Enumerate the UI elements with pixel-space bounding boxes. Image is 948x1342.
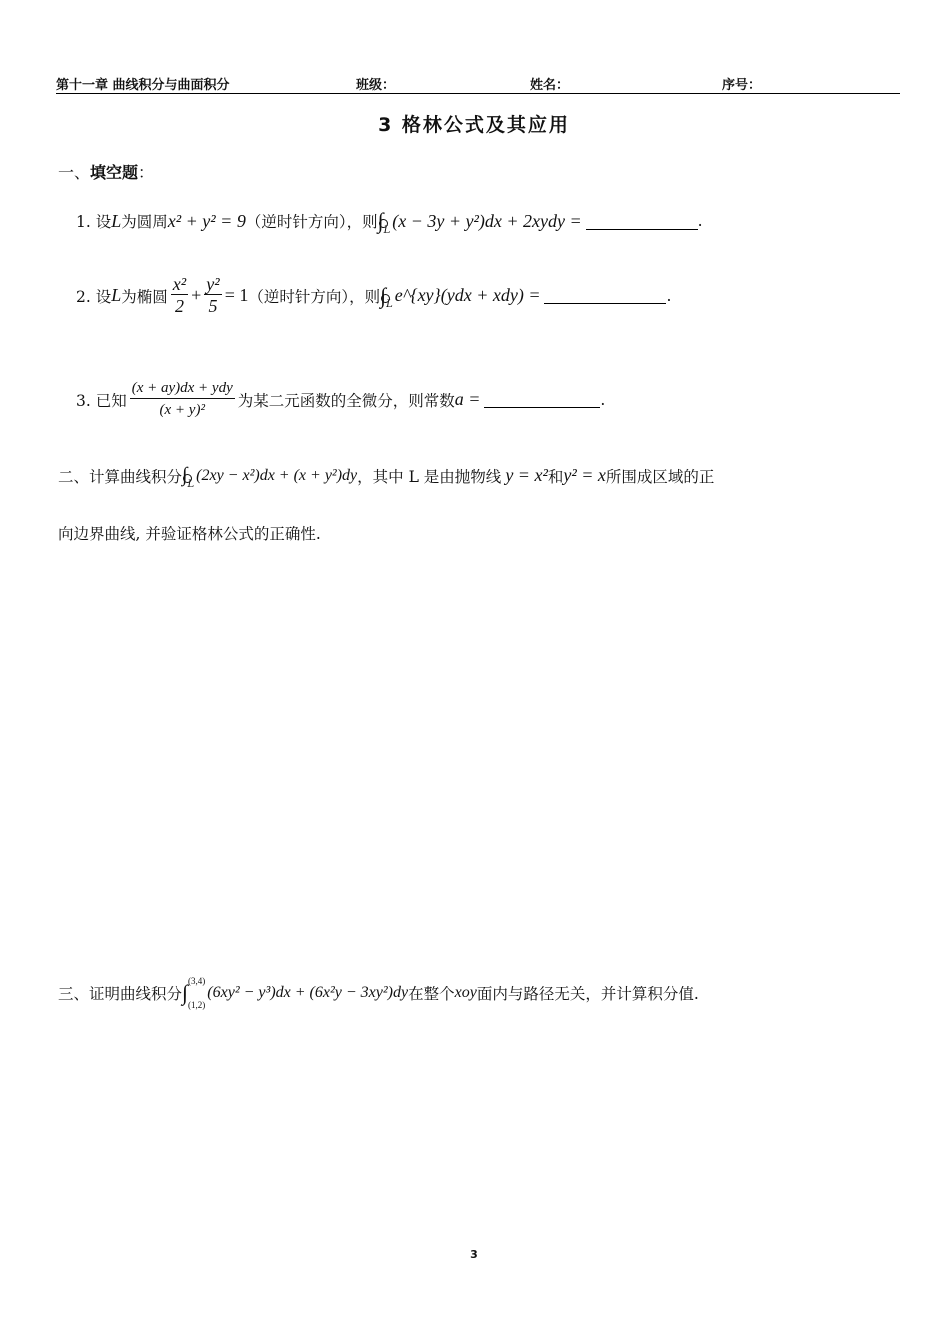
closed-integral-icon: ∫ xyxy=(380,283,386,309)
chapter-title: 第十一章 曲线积分与曲面积分 xyxy=(56,78,230,93)
section-number: 一、 xyxy=(58,163,91,182)
q2-plus: + xyxy=(191,285,202,305)
s3-lower-limit: (1,2) xyxy=(188,1000,206,1010)
s2-curve-1: y = x² xyxy=(505,465,548,485)
q2-prefix: 2. 设 xyxy=(76,287,112,306)
q2-period: . xyxy=(666,286,672,305)
q1-direction: （逆时针方向），则 xyxy=(245,213,378,231)
s2-curve-2: y² = x xyxy=(563,465,606,485)
s2-line-2: 向边界曲线, 并验证格林公式的正确性. xyxy=(58,525,321,543)
section-colon: ： xyxy=(138,163,155,182)
s3-prefix: 三、证明曲线积分 xyxy=(58,985,183,1003)
s3-limits xyxy=(188,976,205,1010)
s3-upper-limit: (3,4) xyxy=(188,976,206,986)
s2-text-2: 所围成区域的正 xyxy=(605,467,715,486)
s2-prefix: 二、计算曲线积分 xyxy=(58,467,183,486)
s3-text-2: 面内与路径无关，并计算积分值. xyxy=(476,985,699,1003)
closed-integral-icon: ∫ xyxy=(182,464,187,487)
section-2-problem: 二、计算曲线积分 ∫ L (2xy − x²)dx + (x + y²)dy ，其中 L 是由抛物线 y = x² 和 y² = x 所围成区域的正 xyxy=(58,464,715,490)
name-label: 姓名： xyxy=(530,78,570,93)
section-3-problem xyxy=(58,976,699,1010)
q3-answer-blank[interactable] xyxy=(484,391,600,408)
s2-text-1: ，其中 L 是由抛物线 xyxy=(357,467,502,486)
page-number: 3 xyxy=(470,1248,478,1261)
q3-mid-text: 为某二元函数的全微分，则常数 xyxy=(237,391,455,410)
section-label: 填空题 xyxy=(90,163,139,182)
page-title: 3 格林公式及其应用 xyxy=(378,114,570,136)
s2-and: 和 xyxy=(547,467,564,486)
q2-answer-blank[interactable] xyxy=(544,287,666,304)
q1-curve-symbol: L xyxy=(111,210,122,231)
s3-text-1: 在整个 xyxy=(408,985,455,1003)
s2-integrand: (2xy − x²)dx + (x + y²)dy xyxy=(196,466,358,484)
q1-prefix: 1. 设 xyxy=(76,213,112,231)
question-1: 1. 设 L 为圆周 x² + y² = 9 （逆时针方向），则 ∫ L (x − 3y + y²)dx + 2xydy = . xyxy=(76,208,703,236)
q2-fraction-2: $\frac{\text{y²}}{5}$ xyxy=(206,274,220,316)
q2-mid-text: 为椭圆 xyxy=(121,287,168,306)
q3-constant: a = xyxy=(454,389,481,409)
q3-fraction: $\frac{\text{(x + ay)dx + ydy}}{\text{(x + y)²}}$ xyxy=(131,380,233,418)
question-3 xyxy=(76,378,605,421)
s3-integrand: (6xy² − y³)dx + (6x²y − 3xy²)dy xyxy=(207,984,409,1001)
section-fill-in-heading xyxy=(58,160,154,183)
question-2: 2. 设 L 为椭圆 $\frac{\text{x²}}{2}$ + $\frac{\text{y²}}{5}$ = 1 （逆时针方向），则 ∫ L e^{xy}(ydx + xdy) = . xyxy=(76,274,672,316)
page-header xyxy=(56,72,900,94)
class-label: 班级： xyxy=(356,78,396,93)
q3-period: . xyxy=(600,390,606,409)
q1-integrand: (x − 3y + y²)dx + 2xydy = xyxy=(392,210,582,231)
q3-prefix: 3. 已知 xyxy=(76,391,127,410)
q2-direction: （逆时针方向），则 xyxy=(248,287,381,306)
q1-circle-equation: x² + y² = 9 xyxy=(167,210,246,231)
s3-plane: xoy xyxy=(454,984,477,1001)
q2-curve-symbol: L xyxy=(111,285,122,305)
q2-integrand: e^{xy}(ydx + xdy) = xyxy=(394,285,541,305)
q1-answer-blank[interactable] xyxy=(586,213,698,230)
q2-equals-one: = 1 xyxy=(224,285,249,305)
closed-integral-icon: ∫ xyxy=(378,208,384,234)
q1-mid-text: 为圆周 xyxy=(121,213,168,231)
q1-period: . xyxy=(697,212,703,230)
q2-fraction-1: $\frac{\text{x²}}{2}$ xyxy=(172,274,187,316)
seq-label: 序号： xyxy=(722,78,762,93)
integral-icon: ∫ xyxy=(182,980,189,1005)
